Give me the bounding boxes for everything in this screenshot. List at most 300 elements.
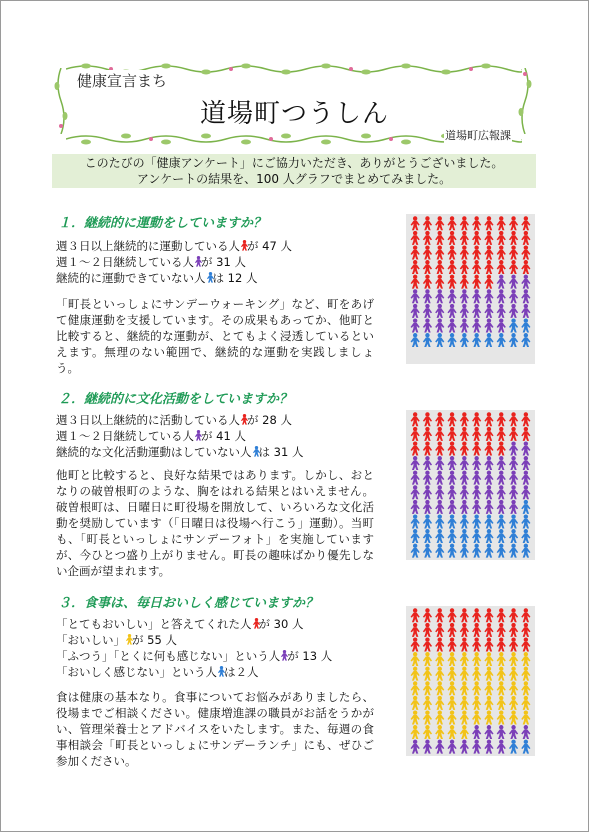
vine-border-right <box>518 68 532 134</box>
pictogram-person <box>460 637 469 651</box>
pictogram-person <box>423 514 432 528</box>
section-2-results <box>56 412 303 460</box>
result-text: 継続的な文化活動運動はしていない人 <box>56 445 252 459</box>
pictogram-person <box>411 485 420 499</box>
pictogram-person <box>472 514 481 528</box>
pictogram-person <box>509 441 518 455</box>
pictogram-person <box>460 740 469 754</box>
pictogram-person <box>497 696 506 710</box>
result-line <box>56 664 332 680</box>
pictogram-person <box>509 652 518 666</box>
pictogram-person <box>411 304 420 318</box>
pictogram-person <box>497 333 506 347</box>
pictogram-person <box>435 637 444 651</box>
pictogram-person <box>423 304 432 318</box>
pictogram-person <box>497 245 506 259</box>
result-text: 「おいしく感じない」という人 <box>56 665 217 679</box>
pictogram-person <box>509 500 518 514</box>
result-count: は２人 <box>224 665 259 679</box>
pictogram-person <box>447 725 456 739</box>
pictogram-person <box>447 289 456 303</box>
pictogram-person <box>472 275 481 289</box>
pictogram-person <box>411 427 420 441</box>
pictogram-person <box>509 544 518 558</box>
pictogram-person <box>411 544 420 558</box>
pictogram-person <box>411 667 420 681</box>
pictogram-person <box>447 260 456 274</box>
pictogram-person <box>435 260 444 274</box>
pictogram-person <box>435 441 444 455</box>
pictogram-person <box>472 696 481 710</box>
pictogram-person <box>472 623 481 637</box>
result-count: が 47 人 <box>247 239 292 253</box>
pictogram-person <box>411 318 420 332</box>
pictogram-person <box>435 216 444 230</box>
pictogram-person <box>423 427 432 441</box>
pictogram-person <box>472 637 481 651</box>
department-label: 道場町広報課 <box>445 129 511 142</box>
result-text: 週３日以上継続的に活動している人 <box>56 413 240 427</box>
pictogram-person <box>460 260 469 274</box>
result-count: は 12 人 <box>212 271 258 285</box>
pictogram-person <box>472 710 481 724</box>
result-count: が 28 人 <box>247 413 292 427</box>
pictogram-person <box>460 485 469 499</box>
pictogram-person <box>509 245 518 259</box>
pictogram-person <box>497 740 506 754</box>
pictogram-chart-1 <box>406 214 535 364</box>
pictogram-person <box>411 412 420 426</box>
pictogram-person <box>447 637 456 651</box>
pictogram-person <box>423 740 432 754</box>
pictogram-person <box>497 441 506 455</box>
pictogram-person <box>484 427 493 441</box>
pictogram-person <box>411 529 420 543</box>
pictogram-person <box>435 529 444 543</box>
result-text: 継続的に運動できていない人 <box>56 271 206 285</box>
pictogram-person <box>472 260 481 274</box>
pictogram-person <box>411 514 420 528</box>
pictogram-person <box>509 333 518 347</box>
pictogram-person <box>497 412 506 426</box>
pictogram-person <box>521 637 530 651</box>
pictogram-person <box>435 725 444 739</box>
section-1-results <box>56 238 292 286</box>
pictogram-person <box>484 608 493 622</box>
pictogram-person <box>423 333 432 347</box>
pictogram-person <box>460 696 469 710</box>
pictogram-person <box>509 608 518 622</box>
pictogram-person <box>521 260 530 274</box>
pictogram-person <box>411 289 420 303</box>
pictogram-person <box>411 245 420 259</box>
pictogram-person <box>472 412 481 426</box>
pictogram-person <box>497 667 506 681</box>
pictogram-person <box>497 725 506 739</box>
pictogram-person <box>484 289 493 303</box>
pictogram-person <box>484 667 493 681</box>
pictogram-person <box>521 529 530 543</box>
pictogram-person <box>484 637 493 651</box>
pictogram-person <box>472 485 481 499</box>
result-text: 週１～２日継続している人 <box>56 255 194 269</box>
pictogram-person <box>423 544 432 558</box>
pictogram-person <box>411 681 420 695</box>
pictogram-person <box>497 216 506 230</box>
pictogram-person <box>472 667 481 681</box>
pictogram-person <box>484 318 493 332</box>
pictogram-person <box>521 412 530 426</box>
pictogram-person <box>497 681 506 695</box>
pictogram-person <box>509 740 518 754</box>
pictogram-person <box>497 608 506 622</box>
pictogram-person <box>423 471 432 485</box>
pictogram-chart-2 <box>406 410 535 560</box>
pictogram-person <box>460 623 469 637</box>
pictogram-person <box>447 529 456 543</box>
pictogram-person <box>447 412 456 426</box>
pictogram-person <box>484 245 493 259</box>
pictogram-person <box>460 608 469 622</box>
pictogram-person <box>521 652 530 666</box>
pictogram-person <box>484 740 493 754</box>
pictogram-person <box>472 681 481 695</box>
pictogram-person <box>472 216 481 230</box>
pictogram-person <box>521 514 530 528</box>
pictogram-person <box>472 500 481 514</box>
pictogram-person <box>460 725 469 739</box>
pictogram-person <box>521 333 530 347</box>
pictogram-person <box>509 529 518 543</box>
pictogram-person <box>411 231 420 245</box>
section-3-paragraph: 食は健康の基本なり。食事についてお悩みがありましたら、役場までご相談ください。健康増進課の職員がお話をうかがい、管理栄養士とアドバイスをいたします。また、毎週の食事相談会「町長といっしょにサンデーランチ」にも、ぜひご参加ください。 <box>56 690 374 768</box>
pictogram-person <box>447 544 456 558</box>
pictogram-person <box>423 725 432 739</box>
pictogram-person <box>447 245 456 259</box>
pictogram-person <box>521 216 530 230</box>
pictogram-person <box>411 333 420 347</box>
pictogram-person <box>411 696 420 710</box>
pictogram-person <box>521 318 530 332</box>
pictogram-person <box>447 231 456 245</box>
pictogram-person <box>472 456 481 470</box>
pictogram-person <box>460 441 469 455</box>
pictogram-person <box>447 485 456 499</box>
result-line <box>56 412 303 428</box>
pictogram-person <box>472 544 481 558</box>
result-line <box>56 238 292 254</box>
pictogram-person <box>435 485 444 499</box>
section-1-paragraph: 「町長といっしょにサンデーウォーキング」など、町をあげて健康運動を支援しています。その成果もあってか、他町と比較すると、継続的な運動が、とてもよく浸透しているといえます。無理のない範囲で、継続的な運動を実践しましょう。 <box>56 297 374 375</box>
pictogram-person <box>509 304 518 318</box>
result-count: が 31 人 <box>201 255 246 269</box>
pictogram-person <box>484 544 493 558</box>
pictogram-person <box>435 427 444 441</box>
pictogram-person <box>460 216 469 230</box>
pictogram-person <box>484 696 493 710</box>
pictogram-person <box>435 471 444 485</box>
pictogram-person <box>460 456 469 470</box>
pictogram-person <box>509 318 518 332</box>
pictogram-person <box>497 623 506 637</box>
pictogram-person <box>435 681 444 695</box>
pictogram-person <box>484 485 493 499</box>
pictogram-person <box>472 608 481 622</box>
pictogram-person <box>509 216 518 230</box>
pictogram-person <box>460 245 469 259</box>
pictogram-person <box>521 275 530 289</box>
pictogram-person <box>435 652 444 666</box>
section-3-title: ３．食事は、毎日おいしく感じていますか？ <box>58 596 319 611</box>
pictogram-person <box>447 667 456 681</box>
result-line <box>56 648 332 664</box>
pictogram-person <box>484 725 493 739</box>
pictogram-person <box>435 500 444 514</box>
pictogram-person <box>447 696 456 710</box>
section-2-title: ２．継続的に文化活動をしていますか？ <box>58 392 293 407</box>
pictogram-person <box>435 412 444 426</box>
pictogram-person <box>423 681 432 695</box>
result-count: が 13 人 <box>287 649 333 663</box>
pictogram-person <box>447 514 456 528</box>
pictogram-person <box>472 231 481 245</box>
pictogram-person <box>509 289 518 303</box>
pictogram-person <box>509 514 518 528</box>
pictogram-person <box>484 514 493 528</box>
pictogram-person <box>447 710 456 724</box>
pictogram-person <box>411 500 420 514</box>
section-1-title: １．継続的に運動をしていますか？ <box>58 216 267 231</box>
pictogram-person <box>447 623 456 637</box>
pictogram-person <box>521 456 530 470</box>
pictogram-person <box>423 652 432 666</box>
section-2-paragraph: 他町と比較すると、良好な結果ではあります。しかし、おとなりの破曽根町のような、胸をはれる結果とはいえません。破曽根町は、日曜日に町役場を開放して、いろいろな文化活動を奨励しています（「日曜日は役場へ行こう」運動）。当町も、「町長といっしょにサンデーフォト」を実施していますが、今ひとつ盛り上がりません。町長の趣味ばかり優先しない企画が望まれます。 <box>56 468 374 578</box>
pictogram-person <box>460 681 469 695</box>
pictogram-person <box>460 231 469 245</box>
result-line <box>56 632 332 648</box>
pictogram-person <box>411 740 420 754</box>
pictogram-person <box>472 333 481 347</box>
result-line <box>56 428 303 444</box>
pictogram-person <box>423 623 432 637</box>
pictogram-person <box>497 456 506 470</box>
pictogram-chart-3 <box>406 606 535 756</box>
pictogram-person <box>460 333 469 347</box>
pictogram-svg <box>406 410 535 560</box>
pictogram-person <box>509 681 518 695</box>
pictogram-person <box>447 471 456 485</box>
pictogram-person <box>497 514 506 528</box>
pictogram-person <box>423 500 432 514</box>
pictogram-person <box>472 471 481 485</box>
pictogram-person <box>460 275 469 289</box>
section-3-results <box>56 616 332 680</box>
pictogram-person <box>423 441 432 455</box>
pictogram-person <box>521 667 530 681</box>
pictogram-person <box>497 500 506 514</box>
result-text: 「おいしい」 <box>56 633 125 647</box>
pictogram-person <box>497 304 506 318</box>
pictogram-person <box>447 216 456 230</box>
pictogram-person <box>509 260 518 274</box>
pictogram-person <box>460 412 469 426</box>
pictogram-person <box>435 231 444 245</box>
pictogram-person <box>509 696 518 710</box>
pictogram-person <box>423 318 432 332</box>
pictogram-person <box>497 544 506 558</box>
pictogram-person <box>411 441 420 455</box>
pictogram-person <box>435 333 444 347</box>
pictogram-person <box>460 544 469 558</box>
pictogram-person <box>497 427 506 441</box>
pictogram-person <box>447 333 456 347</box>
pictogram-person <box>484 412 493 426</box>
pictogram-person <box>411 652 420 666</box>
pictogram-person <box>411 637 420 651</box>
pictogram-person <box>460 529 469 543</box>
pictogram-person <box>435 623 444 637</box>
result-line <box>56 270 292 286</box>
pictogram-person <box>509 275 518 289</box>
pictogram-person <box>460 289 469 303</box>
pictogram-person <box>435 245 444 259</box>
pictogram-person <box>423 637 432 651</box>
pictogram-person <box>509 637 518 651</box>
pictogram-person <box>484 500 493 514</box>
pictogram-person <box>447 427 456 441</box>
pictogram-person <box>521 304 530 318</box>
pictogram-person <box>509 710 518 724</box>
pictogram-person <box>435 544 444 558</box>
pictogram-person <box>411 216 420 230</box>
pictogram-person <box>484 441 493 455</box>
pictogram-person <box>460 318 469 332</box>
pictogram-person <box>411 471 420 485</box>
pictogram-person <box>521 544 530 558</box>
pictogram-person <box>484 623 493 637</box>
pictogram-person <box>521 740 530 754</box>
pictogram-person <box>435 318 444 332</box>
pictogram-person <box>472 427 481 441</box>
pictogram-person <box>423 231 432 245</box>
pictogram-person <box>447 681 456 695</box>
pictogram-person <box>509 471 518 485</box>
pictogram-person <box>484 710 493 724</box>
pictogram-person <box>521 623 530 637</box>
pictogram-svg <box>406 214 535 364</box>
pictogram-person <box>423 289 432 303</box>
pictogram-person <box>460 514 469 528</box>
pictogram-person <box>497 652 506 666</box>
pictogram-person <box>472 318 481 332</box>
pictogram-svg <box>406 606 535 756</box>
intro-line-1: このたびの「健康アンケート」にご協力いただき、ありがとうございました。 <box>84 156 504 170</box>
pictogram-person <box>521 681 530 695</box>
result-count: が 30 人 <box>258 617 304 631</box>
pictogram-person <box>460 500 469 514</box>
pictogram-person <box>497 231 506 245</box>
pictogram-person <box>497 289 506 303</box>
pictogram-person <box>521 710 530 724</box>
pictogram-person <box>460 427 469 441</box>
pictogram-person <box>435 514 444 528</box>
pictogram-person <box>423 412 432 426</box>
pictogram-person <box>411 456 420 470</box>
result-text: 週３日以上継続的に運動している人 <box>56 239 240 253</box>
pictogram-person <box>472 304 481 318</box>
pictogram-person <box>521 485 530 499</box>
intro-banner <box>52 154 536 188</box>
pictogram-person <box>447 740 456 754</box>
pictogram-person <box>521 231 530 245</box>
result-count: は 31 人 <box>258 445 304 459</box>
pictogram-person <box>497 710 506 724</box>
pictogram-person <box>484 456 493 470</box>
pictogram-person <box>435 304 444 318</box>
pictogram-person <box>423 216 432 230</box>
result-text: 「ふつう」「とくに何も感じない」という人 <box>56 649 281 663</box>
pictogram-person <box>472 441 481 455</box>
pictogram-person <box>435 667 444 681</box>
pictogram-person <box>484 652 493 666</box>
pictogram-person <box>423 485 432 499</box>
pictogram-person <box>497 318 506 332</box>
pictogram-person <box>423 275 432 289</box>
pictogram-person <box>484 231 493 245</box>
pictogram-person <box>521 608 530 622</box>
result-count: が 55 人 <box>132 633 177 647</box>
pictogram-person <box>447 275 456 289</box>
pictogram-person <box>411 710 420 724</box>
pictogram-person <box>484 216 493 230</box>
pictogram-person <box>521 427 530 441</box>
pictogram-person <box>447 304 456 318</box>
intro-line-2: アンケートの結果を、100 人グラフでまとめてみました。 <box>136 172 452 186</box>
pictogram-person <box>484 471 493 485</box>
pictogram-person <box>447 441 456 455</box>
page-title: 道場町つうしん <box>200 99 390 129</box>
pictogram-person <box>509 485 518 499</box>
pictogram-person <box>472 245 481 259</box>
pictogram-person <box>411 623 420 637</box>
pictogram-person <box>423 245 432 259</box>
pictogram-person <box>435 696 444 710</box>
pictogram-person <box>435 608 444 622</box>
pictogram-person <box>460 652 469 666</box>
pictogram-person <box>521 500 530 514</box>
pictogram-person <box>472 740 481 754</box>
pictogram-person <box>509 667 518 681</box>
pictogram-person <box>509 456 518 470</box>
pictogram-person <box>497 485 506 499</box>
pictogram-person <box>460 667 469 681</box>
pictogram-person <box>521 725 530 739</box>
pictogram-person <box>509 412 518 426</box>
pictogram-person <box>472 289 481 303</box>
pictogram-person <box>435 710 444 724</box>
pictogram-person <box>509 623 518 637</box>
pictogram-person <box>447 500 456 514</box>
pictogram-person <box>411 260 420 274</box>
pictogram-person <box>435 289 444 303</box>
pictogram-person <box>509 725 518 739</box>
pictogram-person <box>472 725 481 739</box>
pictogram-person <box>423 456 432 470</box>
vine-border-left <box>54 68 68 134</box>
pictogram-person <box>435 456 444 470</box>
result-text: 「とてもおいしい」と答えてくれた人 <box>56 617 252 631</box>
series-label: 健康宣言まち <box>77 72 168 90</box>
